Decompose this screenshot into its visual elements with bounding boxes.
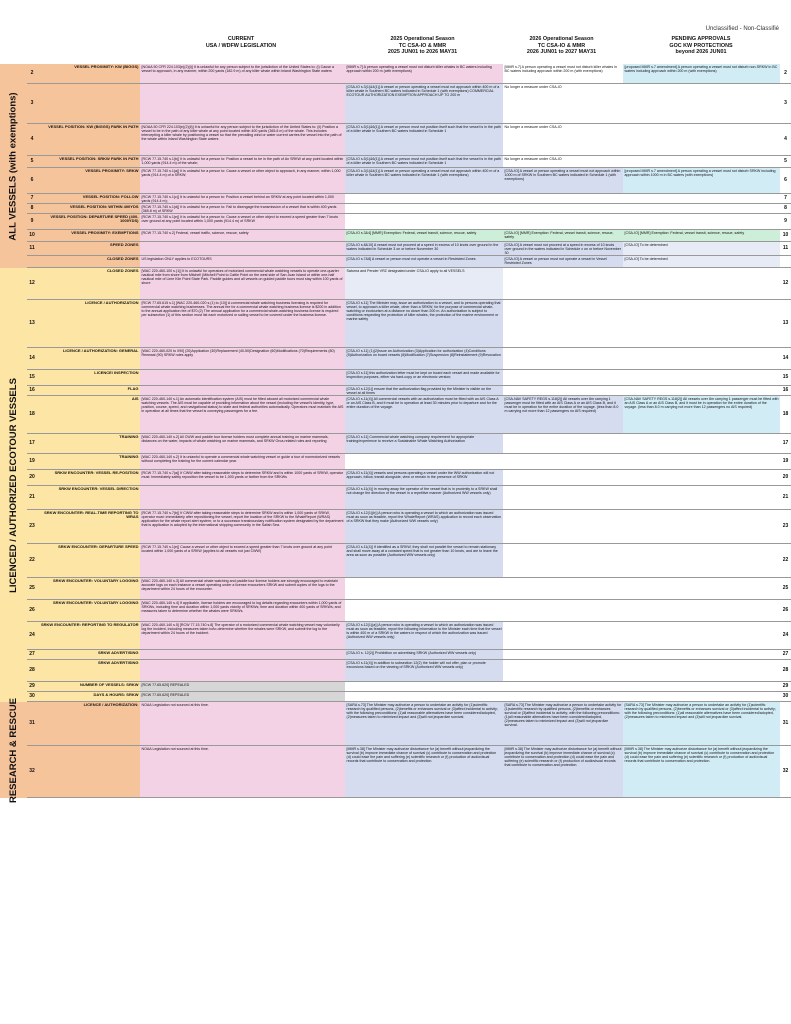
cell-c4 (623, 692, 780, 702)
table-row (0, 544, 791, 578)
cell-c2: Saturna and Pender VRZ designated under CSA-IO apply to all VESSELS (345, 268, 503, 300)
table-row (0, 194, 791, 204)
column-header-c4 (623, 36, 779, 65)
cell-c2: [CSA-IO s.11(4)] vessels and persons operating a vessel under the WW authorization will not approach, follow, transit alongside, view or remain in the presence of SRKW (345, 470, 503, 486)
cell-c3 (503, 454, 623, 470)
row-number-right: 5 (780, 156, 791, 168)
cell-c3 (503, 682, 623, 692)
row-number-right: 23 (780, 510, 791, 544)
cell-c2: [MMR s.38] The Minister may authorize disturbance for (a) benefit without jeopardizing the survival (b) improve immediate chance of survival (c) contribute to conservation and protection (d) could ease the pain and suffering (e) scientific research or (f) production of audiovisual records that contribute to conservation and protection. (345, 746, 503, 798)
row-number-right: 19 (780, 454, 791, 470)
cell-c1: [WAC 220-460-020 to 090] (20)Application (30)Replacement (40-50)Designation (60)Modifications (70)Requirements (80) Renewal (90) SRKW rules apply (140, 348, 345, 370)
table-row (0, 214, 791, 230)
row-number-right: 17 (780, 434, 791, 454)
cell-c3: No longer a measure under CSA-IO (503, 156, 623, 168)
cell-c4 (623, 214, 780, 230)
cell-c4 (623, 510, 780, 544)
cell-c3 (503, 204, 623, 214)
cell-c3 (503, 578, 623, 600)
row-label: CLOSED ZONES (37, 256, 140, 268)
cell-c4: [CSA-IO] To be determined (623, 242, 780, 256)
cell-c1: [WAC 220-460-140 s.2] It is unlawful to operate a commercial whale watching vessel or guide a tour of nonmotorized vessels without completing the training for the current calendar year. (140, 454, 345, 470)
row-number: 23 (27, 510, 37, 544)
cell-c2: [CSA-IO s.3&4] [MMR] Exemption: Federal, vessel transit, science, rescue, safety (345, 230, 503, 242)
row-number-right: 11 (780, 242, 791, 256)
cell-c2: [CSA-IO s.11] The Minister may, issue an authorization to a vessel, and to persons operating that vessel, to approach a killer whale, other than a SRKW, for the purpose of commercial whale-watching or ecotourism at a distance no closer than 200 m. An authorization is subject to conditions respecting the protection of killer whales, the protection of the marine environment or marine safety (345, 300, 503, 348)
cell-c2: [SARA s.73] The Minister may authorize a person to undertake an activity for (1)scientific research by qualified persons, (2)benefits or enhances survival or (3)affect incidental to activity; with the following preconditions: (1)all reasonable alternatives have been considered/adopted, (2)measures taken to minimized impact and (3)will not jeopardize survival. (345, 702, 503, 746)
cell-c1: [WAC 220-460-100 s.(1)] It is unlawful for operators of motorized commercial whale watching vessels to operate one-quarter nautical mile from shore from Mitchell (Mitchell Point to Cattle Point on the west side of San Juan Island or within one-half nautical mile of Lime Kiln Point State Park. Paddle guides and all vessels on guided paddle tours must stay within 100 yards of shore (140, 268, 345, 300)
cell-c3 (503, 434, 623, 454)
row-number: 12 (27, 268, 37, 300)
row-number-right: 25 (780, 578, 791, 600)
row-number-right: 15 (780, 370, 791, 386)
cell-c1: [WAC 220-460-140 s.4] If applicable, license holders are encouraged to log details regarding encounters within 1,000 yards of SRKWs, including time and duration within 1,000 yards vicinity of SRKWs; time and duration within 400 yards of SRKWs; and measures taken to determine whether the whales were SRKWs. (140, 600, 345, 622)
cell-c1: [RCW 77.15.740 s.1(e)] It is unlawful for a person to: Cause a vessel or other object to exceed a speed greater than 7 knots over ground at any point located within 1,000 yards (914.4 m) of SRKW (140, 214, 345, 230)
cell-c3 (503, 470, 623, 486)
cell-c3 (503, 622, 623, 650)
cell-c2: [CSA-IO s.11(4)] If identified as a SRKW, they shall not parallel the vessel to remain stationary and shall move away at a constant speed that is not greater than 10 knots, and are to leave the area as soon as possible (Authorized WW vessels only) (345, 544, 503, 578)
cell-c4 (623, 622, 780, 650)
row-number: 31 (27, 702, 37, 746)
cell-c1 (140, 486, 345, 510)
cell-c1: [RCW 77.65.620] REPEALED (140, 682, 345, 692)
cell-c4: [CSA-IO] To be determined (623, 256, 780, 268)
cell-c2: [CSA-IO s.12(1)] ensure that the authorization flag provided by the Minister is visible on the vessel at all times (345, 386, 503, 396)
table-row (0, 370, 791, 386)
row-label: SRKW ADVERTISING (37, 650, 140, 660)
column-headers (0, 36, 791, 64)
cell-c4 (623, 300, 780, 348)
cell-c3 (503, 194, 623, 204)
cell-c1: [RCW 77.15.740 s.1(a)] It is unlawful for a person to: Cause a vessel or other object to approach, in any manner, within 1,000 yards (914.4 m) of a SRKW; (140, 168, 345, 194)
row-number-right: 14 (780, 348, 791, 370)
cell-c1: [RCW 77.15.740 s.1(d)] It is unlawful for a person to: Fail to disengage the transmission of a vessel that is within 400 yards (365.8 m) of SRKW (140, 204, 345, 214)
row-number-right: 30 (780, 692, 791, 702)
row-number: 5 (27, 156, 37, 168)
cell-c4 (623, 470, 780, 486)
table-row (0, 622, 791, 650)
cell-c1: NOAA Legislation not sourced at this time. (140, 702, 345, 746)
cell-c3: [CSA-IO] A vessel or person operating a vessel must not approach within 1000 m of SRKW in Southern BC waters indicated in Schedule 1 (with exemptions) (503, 168, 623, 194)
cell-c1: [NOAA 50 CFR 224.103(e)(2)(ii)] It is unlawful for any person subject to the jurisdiction of the United States to: (ii) Position a vessel to be in the path of any killer whale at any point located within 400 yards (365.8 m) of the whale. This includes intercepting a killer whale by positioning a vessel so that the prevailing wind or water current carries the vessel into the path of the whale within inland Washington State waters (140, 124, 345, 156)
column-header-line: TC CSA-IO & MMR (537, 42, 586, 49)
cell-c4 (623, 682, 780, 692)
row-label: SRKW ENCOUNTER: VESSEL DIRECTION (37, 486, 140, 510)
row-number (27, 256, 37, 268)
cell-c4 (623, 454, 780, 470)
cell-c3 (503, 692, 623, 702)
row-number: 28 (27, 660, 37, 682)
row-number-right: 4 (780, 124, 791, 156)
row-label: SRKW ADVERTISING (37, 660, 140, 682)
column-header-line: beyond 2026 JUN01 (675, 49, 727, 56)
row-number: 27 (27, 650, 37, 660)
row-number-right: 22 (780, 544, 791, 578)
cell-c4 (623, 544, 780, 578)
cell-c3 (503, 300, 623, 348)
cell-c2 (345, 204, 503, 214)
cell-c2 (345, 682, 503, 692)
column-header-line: GOC KW PROTECTIONS (669, 42, 733, 49)
cell-c4 (623, 156, 780, 168)
cell-c1 (140, 370, 345, 386)
table-row (0, 230, 791, 242)
cell-c2 (345, 600, 503, 622)
cell-c3 (503, 544, 623, 578)
cell-c3 (503, 348, 623, 370)
cell-c3: [MMR s.38] The Minister may authorize disturbance for (a) benefit without jeopardizing the survival (b) improve immediate chance of survival (c) contribute to conservation and protection (d) could ease the pain and suffering (e) scientific research or (f) production of audiovisual records that contribute to conservation and protection. (503, 746, 623, 798)
row-label: TRAINING (37, 434, 140, 454)
column-header-line: 2025 JUN01 to 2026 MAY31 (387, 49, 458, 56)
row-number: 30 (27, 692, 37, 702)
cell-c2 (345, 194, 503, 204)
row-number-right: 13 (780, 300, 791, 348)
row-number-right: 27 (780, 650, 791, 660)
cell-c3 (503, 510, 623, 544)
row-number: 18 (27, 396, 37, 434)
row-label: LICENCE / AUTHORIZATION: (37, 702, 140, 746)
row-number-right: 16 (780, 386, 791, 396)
table-row (0, 242, 791, 256)
cell-c2: [CSA-IO s.3(1)&4(1)] A vessel or person operating a vessel must not approach within 400 m of a killer whale in Southern BC waters indicated in Schedule 1 (with exemptions) COMMERCIAL ECOTOUR AUTHORIZATION EXEMPTION APPROACH UP TO 200 m (345, 84, 503, 124)
row-number: 16 (27, 386, 37, 396)
row-label: LICENCE / AUTHORIZATION (37, 300, 140, 348)
table-row (0, 396, 791, 434)
cell-c1: [WAC 220-460-140 s.2] All CWW and paddle tour license holders must complete annual training on marine mammals, distances on the water, impacts of whale watching on marine mammals, and SRKW Orca-related rules and reporting (140, 434, 345, 454)
row-number-right: 3 (780, 84, 791, 124)
cell-c2: [CSA-IO s.3(1)&4(1)] A vessel or person operating a vessel must not approach within 400 m of a killer whale in Southern BC waters indicated in Schedule 1 (with exemptions) (345, 168, 503, 194)
cell-c2: [CSA-IO s.8&10] A vessel must not proceed at a speed in excess of 10 knots over ground in the waters indicated in Schedule 3 on or before November 30 (345, 242, 503, 256)
row-number: 14 (27, 348, 37, 370)
cell-c1 (140, 650, 345, 660)
row-number: 9 (27, 214, 37, 230)
row-label: NUMBER OF VESSELS: SRKW (37, 682, 140, 692)
cell-c2 (345, 214, 503, 230)
column-header-line: 2026 JUN01 to 2027 MAY31 (526, 49, 597, 56)
row-label: SRKW ENCOUNTER: VESSEL RE-POSITION (37, 470, 140, 486)
row-number: 4 (27, 124, 37, 156)
cell-c2: [CSA-IO s.12(1)(a)] A person who is operating a vessel to which an authorization was issued must as soon as feasible, report the following information to the Minister each time that the vessel is within 400 m of a SRKW in the waters in respect of which the authorization was issued (Authorized WW vessels only) (345, 622, 503, 650)
cell-c2: [CSA-IO s.11] (1)(2)Issue an Authorization (3)Application for authorization (4)Conditions (5)Authorization on board vessels (6)Modification (7)Suspension (8)Reinstatement (9)Revocation (345, 348, 503, 370)
column-header-line: TC CSA-IO & MMR (398, 42, 447, 49)
cell-c1 (140, 242, 345, 256)
row-number: 3 (27, 84, 37, 124)
table-row (0, 470, 791, 486)
row-label: SRKW ENCOUNTER: DEPARTURE SPEED (37, 544, 140, 578)
cell-c4 (623, 600, 780, 622)
row-number: 15 (27, 370, 37, 386)
cell-c4 (623, 348, 780, 370)
cell-c4: [proposed MMR s.7 amendment] A person operating a vessel must not disturb SRKW including approach within 1000 m in BC waters (with exemptions) (623, 168, 780, 194)
row-number: 13 (27, 300, 37, 348)
cell-c4: [CSA-NAV SAFETY REGS s.118(2)] All vessels over 8m carrying 1 passenger must be fitted with an AIS Class A or an AIS Class B, and it must be in operation for the entire duration of the voyage. (less than 8.0 m carrying not more than 12 passengers no AIS required) (623, 396, 780, 434)
cell-c2: [CSA-IO s.5(1)&6(1)] A vessel or person must not position itself such that the vessel is in the path of a killer whale in Southern BC waters indicated in Schedule 1 (345, 156, 503, 168)
cell-c1: [RCW 77.15.740 s.2] Federal, vessel traffic, science, rescue, safety (140, 230, 345, 242)
row-number-right: 29 (780, 682, 791, 692)
row-number-right: 26 (780, 600, 791, 622)
row-number-right: 20 (780, 470, 791, 486)
cell-c3 (503, 268, 623, 300)
cell-c4 (623, 434, 780, 454)
table-row (0, 268, 791, 300)
table-row (0, 510, 791, 544)
table-row (0, 204, 791, 214)
row-label: SRKW ENCOUNTER: REAL-TIME REPORTING TO WRAS (37, 510, 140, 544)
row-number: 6 (27, 168, 37, 194)
cell-c1: [RCW 77.15.740 s.7(b)] If CWW after taking reasonable steps to determine SRKW and is within 1,000 yards of SRKW, operator must: immediately after repositioning the vessel, report the location of the SRKW to the WhaleReport (WRAS) application for the whale report alert system; or to a successor transboundary notification system designated by the department that is application is adopted by the international shipping community in the Salish Sea. (140, 510, 345, 544)
table-row (0, 64, 791, 84)
table-row (0, 300, 791, 348)
table-row (0, 168, 791, 194)
cell-c2 (345, 692, 503, 702)
table-row (0, 434, 791, 454)
row-number: 26 (27, 600, 37, 622)
cell-c3: [MMR s.7] A person operating a vessel must not disturb killer whales in BC waters including approach within 200 m (with exemptions) (503, 64, 623, 84)
row-number-right: 31 (780, 702, 791, 746)
cell-c2: [CSA-IO s. 12(2)] Prohibition on advertising SRKW (Authorized WW vessels only) (345, 650, 503, 660)
cell-c3 (503, 370, 623, 386)
section-band-label: ALL VESSELS (with exemptions) (8, 91, 19, 241)
cell-c3 (503, 386, 623, 396)
cell-c3 (503, 486, 623, 510)
cell-c3: [SARA s.73] The Minister may authorize a person to undertake activity for (1)scientific research by qualified persons, (2)benefits or enhances survival or (3)affect incidental to activity; with the following preconditions: (1)all reasonable alternatives have been considered/adopted, (2)measures taken to minimized impact and (3)will not jeopardize survival. (503, 702, 623, 746)
cell-c2: [MMR s.7] A person operating a vessel must not disturb killer whales in BC waters including approach within 200 m (with exemptions) (345, 64, 503, 84)
cell-c1: [RCW 77.65.615 s.1] [WAC 220-460-020 s.(1) to (10)] A commercial whale watching business licensing is required for commercial whale watching businesses. The annual fee for a commercial whale watching business license is $200 in addition to the annual application fee of $70.(2) The annual application for a commercial whale-watching business license is required per subsection (1) of this section must list each motorized or sailing vessel to be covered under the business license. (140, 300, 345, 348)
column-header-line: USA / WDFW LEGISLATION (205, 42, 277, 49)
cell-c4 (623, 578, 780, 600)
row-number: 32 (27, 746, 37, 798)
row-number-right: 21 (780, 486, 791, 510)
cell-c3 (503, 650, 623, 660)
cell-c1: [WAC 220-460-140 s.3] All commercial whale watching and paddle tour license holders are strongly encouraged to maintain accurate logs on each instance a vessel operating under a license encounters SRKW and submit copies of the logs to the department within 24 hours of the encounter. (140, 578, 345, 600)
table-row (0, 660, 791, 682)
row-number: 17 (27, 434, 37, 454)
cell-c2 (345, 454, 503, 470)
cell-c1: [RCW 77.15.740 s.7(a)] If CWW after taking reasonable steps to determine SRKW and is within 1000 yards of SRKW, operator must: Immediately safely reposition the vessel to be 1,000 yards or farther from the SRKWs (140, 470, 345, 486)
row-number: 11 (27, 242, 37, 256)
cell-c4 (623, 194, 780, 204)
table-row (0, 746, 791, 798)
cell-c1: NOAA Legislation not sourced at this time. (140, 746, 345, 798)
cell-c3: No longer a measure under CSA-IO (503, 84, 623, 124)
table-row (0, 702, 791, 746)
row-label: SRKW ENCOUNTER: VOLUNTARY LOGGING (37, 600, 140, 622)
cell-c2: [CSA-IO s.11(4)] All commercial vessels with an authorization must be fitted with an AIS Class A or an AIS Class B, and it must be in operation at least 30 minutes prior to departure and for the entire duration of the voyage. (345, 396, 503, 434)
cell-c1: [RCW 77.15.740 s.1(e)] Cause a vessel or other object to exceed a speed greater than 7 knots over ground at any point located within 1,000 yards of a SRKW (applies to all vessels not just CWW) (140, 544, 345, 578)
row-label: LICENCE/ INSPECTION (37, 370, 140, 386)
cell-c3 (503, 214, 623, 230)
row-number-right: 12 (780, 268, 791, 300)
row-label (37, 746, 140, 798)
cell-c4 (623, 204, 780, 214)
cell-c4: [CSA-IO] [MMR] Exemption: Federal, vessel transit, science, rescue, safety (623, 230, 780, 242)
cell-c1: [WAC 220-460-140 s.5] [RCW 77.15.740 s.8] The operator of a motorized commercial whale watching vessel may voluntarily log the incident, including measures taken to/to-determine whether the whales were SRKW, and submit the log to the department within 24 hours of the incident. (140, 622, 345, 650)
row-label (37, 84, 140, 124)
column-header-c3 (503, 36, 620, 65)
cell-c3: [CSA-IO] [MMR] Exemption: Federal, vessel transit, science, rescue, safety (503, 230, 623, 242)
cell-c4 (623, 386, 780, 396)
table-row (0, 486, 791, 510)
cell-c3: [CSA-IO] A vessel must not proceed at a speed in excess of 10 knots over ground in the waters indicated in Schedule x on or before November 30 (503, 242, 623, 256)
column-header-line: 2026 Operational Season (529, 36, 594, 42)
section-band-label: LICENCED / AUTHORIZED ECOTOUR VESSELS (8, 377, 20, 593)
row-label: VESSEL POSITION: KW (BIGGS) PARK IN PATH (37, 124, 140, 156)
row-number: 19 (27, 454, 37, 470)
row-number: 22 (27, 544, 37, 578)
table-row (0, 156, 791, 168)
table-row (0, 682, 791, 692)
table-row (0, 692, 791, 702)
row-label: AIS (37, 396, 140, 434)
cell-c1: [RCW 77.65.620] REPEALED (140, 692, 345, 702)
cell-c2: [CSA-IO s.5(1)&6(1)] A vessel or person must not position itself such that the vessel is in the path of a killer whale in Southern BC waters indicated in Schedule 1 (345, 124, 503, 156)
cell-c3: [CSA-IO] A vessel or person must not operate a vessel in Vessel Restricted Zones (503, 256, 623, 268)
table-row (0, 256, 791, 268)
cell-c1 (140, 660, 345, 682)
row-label: VESSEL PROXIMITY: KW (BIGGS) (37, 64, 140, 84)
cell-c4 (623, 124, 780, 156)
row-label: LICENCE / AUTHORIZATION: GENERAL (37, 348, 140, 370)
row-number-right: 10 (780, 230, 791, 242)
row-number: 20 (27, 470, 37, 486)
row-label: VESSEL POSITION: FOLLOW (37, 194, 140, 204)
row-number-right: 32 (780, 746, 791, 798)
cell-c1: [NOAA 50 CFR 224.103(e)(2)(i)] It is unlawful for any person subject to the jurisdiction of the United States to: (i) Cause a vessel to approach, in any manner, within 200 yards (182.9 m) of any killer whale within inland Washington State waters (140, 64, 345, 84)
column-header-line: CURRENT (227, 36, 255, 42)
cell-c1 (140, 386, 345, 396)
row-label: VESSEL POSITION: DEPARTURE SPEED (400-1000YDS) (37, 214, 140, 230)
cell-c1: US legislation ONLY applies to ECOTOURS (140, 256, 345, 268)
row-number: 7 (27, 194, 37, 204)
row-label: VESSEL PROXIMITY: SRKW (37, 168, 140, 194)
row-label: VESSEL POSITION: SRKW PARK IN PATH (37, 156, 140, 168)
row-number-right: 6 (780, 168, 791, 194)
cell-c1 (140, 84, 345, 124)
row-label: DAYS & HOURS: SRKW (37, 692, 140, 702)
cell-c3: No longer a measure under CSA-IO (503, 124, 623, 156)
row-label: FLAG (37, 386, 140, 396)
row-number: 10 (27, 230, 37, 242)
column-header-c1 (140, 36, 342, 65)
row-number: 2 (27, 64, 37, 84)
column-header-c2 (345, 36, 500, 65)
row-number-right: 8 (780, 204, 791, 214)
row-number: 21 (27, 486, 37, 510)
row-number-right: 2 (780, 64, 791, 84)
row-label: VESSEL POSITION: WITHIN 400YDS (37, 204, 140, 214)
row-label: SRKW ENCOUNTER: REPORTING TO REGULATOR (37, 622, 140, 650)
row-number-right: 7 (780, 194, 791, 204)
cell-c4 (623, 650, 780, 660)
row-number: 25 (27, 578, 37, 600)
section-band-label: RESEARCH & RESCUE (8, 697, 20, 803)
table-row (0, 650, 791, 660)
classification-label: Unclassified - Non-Classifié (705, 26, 779, 32)
cell-c4 (623, 486, 780, 510)
row-number-right: 18 (780, 396, 791, 434)
row-number-right: 28 (780, 660, 791, 682)
cell-c4 (623, 268, 780, 300)
cell-c4: [MMR s.38] The Minister may authorize disturbance for (a) benefit without jeopardizing the survival (b) improve immediate chance of survival (c) contribute to conservation and protection (d) could ease the pain and suffering (e) scientific research or (f) production of audiovisual records that contribute to conservation and protection. (623, 746, 780, 798)
table-row (0, 348, 791, 370)
cell-c4 (623, 84, 780, 124)
row-number-right: 9 (780, 214, 791, 230)
row-number-right (780, 256, 791, 268)
row-label: SRKW ENCOUNTER: VOLUNTARY LOGGING (37, 578, 140, 600)
cell-c4 (623, 370, 780, 386)
cell-c2: [CSA-IO s.11] Commercial whale watching company requirement for appropriate training/experience to receive a Sustainable Whale Watching Authorization (345, 434, 503, 454)
row-label: SPEED ZONES (37, 242, 140, 256)
column-header-line: PENDING APPROVALS (671, 36, 731, 42)
table-row (0, 124, 791, 156)
row-label: TRAINING (37, 454, 140, 470)
table-row (0, 578, 791, 600)
table-row (0, 386, 791, 396)
cell-c1: [WAC 220-460-140 s.1] An automatic identification system (AIS) must be fitted aboard all motorized commercial whale watching vessels. The AIS must be capable of providing information about the vessel (including the vessel's identity, type, position, course, speed, and navigational status) to state and federal authorities automatically. Operators must maintain the AIS in operation at all times that the vessel is conveying passengers for a fee. (140, 396, 345, 434)
row-number-right: 24 (780, 622, 791, 650)
row-number: 24 (27, 622, 37, 650)
cell-c1: [RCW 77.15.740 s.1(c)] It is unlawful for a person to: Position a vessel behind an SRKW at any point located within 1,000 yards (914.4 m); (140, 194, 345, 204)
cell-c4 (623, 660, 780, 682)
cell-c2: [CSA-IO s.12(1)(b)] A person who is operating a vessel to which an authorization was issued must as soon as feasible, report the WhaleReport (WRAS) application to record each observation of a SRKW that they make (Authorized WW vessels only) (345, 510, 503, 544)
column-header-line: 2025 Operational Season (390, 36, 455, 42)
cell-c2: [CSA-IO s.11] this authorization letter must be kept on board each vessel and made available for inspection purposes, either via hard-copy or an electronic version; (345, 370, 503, 386)
cell-c4: [SARA s.73] The Minister may authorize a person to undertake an activity for (1)scientific research by qualified persons, (2)benefits or enhances survival or (3)affect incidental to activity; with the following preconditions: (1)all reasonable alternatives have been considered/adopted, (2)measures taken to minimized impact and (3)will not jeopardize survival. (623, 702, 780, 746)
row-label: VESSEL PROXIMITY: EXEMPTIONS (37, 230, 140, 242)
row-number: 8 (27, 204, 37, 214)
cell-c2: [CSA-IO s.7&8] A vessel or person must not operate a vessel in Restricted Zones (345, 256, 503, 268)
table-row (0, 454, 791, 470)
cell-c3 (503, 600, 623, 622)
cell-c2 (345, 578, 503, 600)
row-label: CLOSED ZONES (37, 268, 140, 300)
cell-c3 (503, 660, 623, 682)
table-row (0, 84, 791, 124)
cell-c2: [CSA-IO s.11(4)] in addition to subsection 12(2) the holder will not offer, plan or promote excursions based on the viewing of SRKW (Authorized WW vessels only) (345, 660, 503, 682)
cell-c3: [CSA-NAV SAFETY REGS s.118(2)] All vessels over 8m carrying 1 passenger must be fitted with an AIS Class A or an AIS Class B, and it must be in operation for the entire duration of the voyage. (less than 8.0 m carrying not more than 12 passengers no AIS required) (503, 396, 623, 434)
table-row (0, 600, 791, 622)
cell-c4: [proposed MMR s.7 amendment] A person operating a vessel must not disturb non-SRKW in BC waters including approach within 200 m (with exemptions) (623, 64, 780, 84)
row-number: 29 (27, 682, 37, 692)
cell-c1: [RCW 77.15.740 s.1(b)] It is unlawful for a person to: Position a vessel to be in the path of An SRKW at any point located within 1,000 yards (914.4 m) of the whale; (140, 156, 345, 168)
cell-c2: [CSA-IO s.11(4)] In moving away the operator of the vessel that is in proximity to a SRKW shall not change the direction of the vessel in a repetitive manner (Authorized WW vessels only) (345, 486, 503, 510)
